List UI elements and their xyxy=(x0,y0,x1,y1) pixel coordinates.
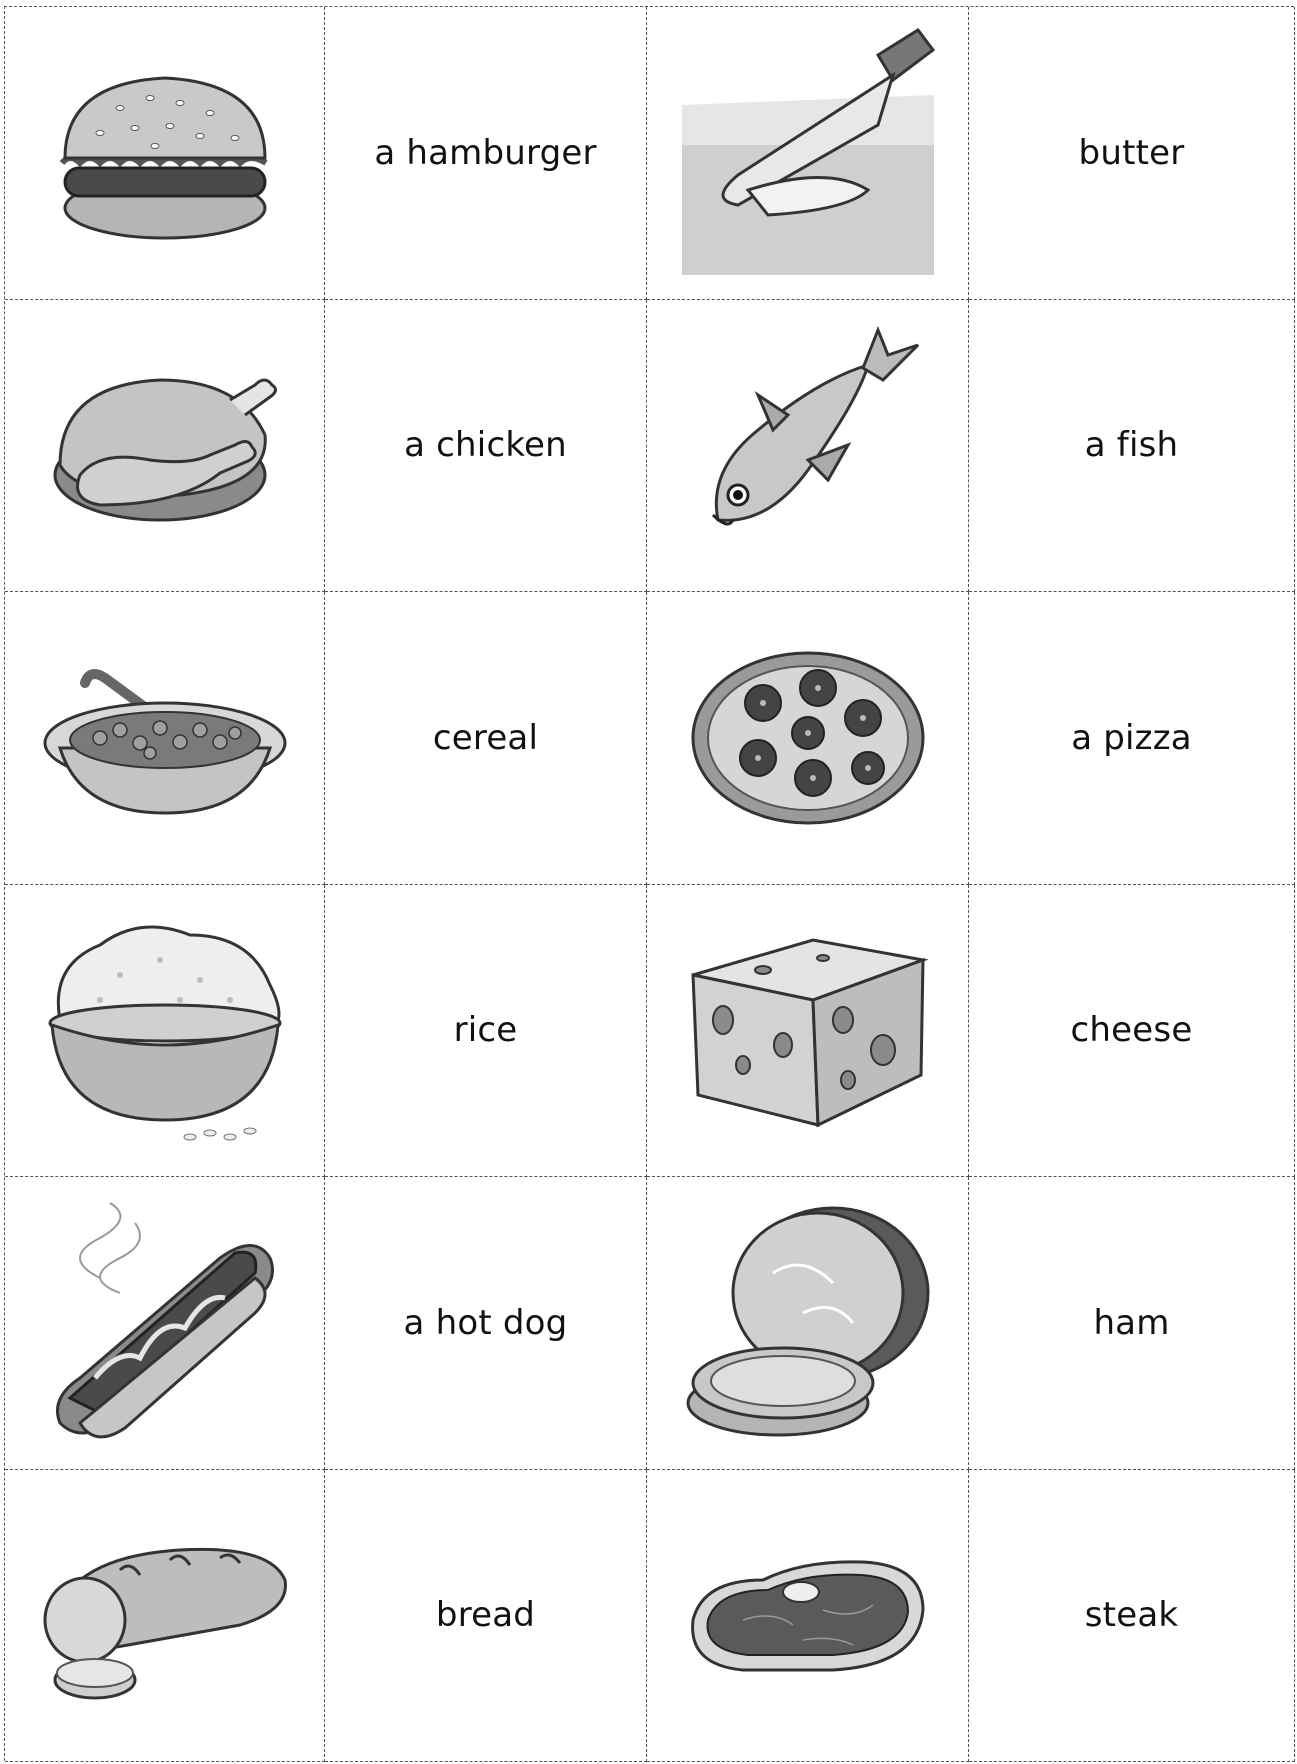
card-picture-rice xyxy=(5,885,325,1178)
fish-icon xyxy=(688,320,928,570)
flashcard-sheet xyxy=(4,6,1294,1761)
card-label-cell xyxy=(969,1177,1295,1470)
card-picture-chicken xyxy=(5,300,325,593)
ham-icon xyxy=(683,1203,933,1443)
card-label-cell xyxy=(969,300,1295,593)
card-label: cheese xyxy=(1070,1010,1193,1051)
card-label: a hot dog xyxy=(403,1302,568,1343)
card-label-cell xyxy=(969,885,1295,1178)
card-label: a pizza xyxy=(1071,717,1192,758)
chicken-icon xyxy=(40,355,290,535)
card-label: rice xyxy=(453,1010,518,1051)
card-label-cell xyxy=(325,592,647,885)
card-label: butter xyxy=(1078,132,1185,173)
hamburger-icon xyxy=(40,58,290,248)
card-picture-cheese xyxy=(647,885,969,1178)
card-picture-butter xyxy=(647,7,969,300)
card-picture-pizza xyxy=(647,592,969,885)
card-picture-fish xyxy=(647,300,969,593)
butter-icon xyxy=(678,25,938,280)
card-label: cereal xyxy=(432,717,539,758)
card-label: a chicken xyxy=(404,425,567,466)
card-label-cell xyxy=(969,1470,1295,1763)
card-label: ham xyxy=(1093,1302,1170,1343)
card-picture-ham xyxy=(647,1177,969,1470)
card-label-cell xyxy=(325,885,647,1178)
card-label-cell xyxy=(325,7,647,300)
bread-icon xyxy=(40,1530,290,1700)
rice-icon xyxy=(40,905,290,1155)
card-picture-cereal xyxy=(5,592,325,885)
card-label: a hamburger xyxy=(374,132,597,173)
card-picture-bread xyxy=(5,1470,325,1763)
cereal-icon xyxy=(40,658,290,818)
pizza-icon xyxy=(688,648,928,828)
card-label: steak xyxy=(1084,1595,1179,1636)
card-picture-steak xyxy=(647,1470,969,1763)
card-picture-hot-dog xyxy=(5,1177,325,1470)
hot-dog-icon xyxy=(40,1198,290,1448)
card-label-cell xyxy=(969,592,1295,885)
cheese-icon xyxy=(683,930,933,1130)
card-label-cell xyxy=(325,1177,647,1470)
card-label-cell xyxy=(325,300,647,593)
flashcard-grid xyxy=(5,7,1294,1761)
card-label-cell xyxy=(969,7,1295,300)
steak-icon xyxy=(683,1550,933,1680)
card-label: a fish xyxy=(1084,425,1179,466)
card-picture-hamburger xyxy=(5,7,325,300)
card-label-cell xyxy=(325,1470,647,1763)
card-label: bread xyxy=(435,1595,536,1636)
